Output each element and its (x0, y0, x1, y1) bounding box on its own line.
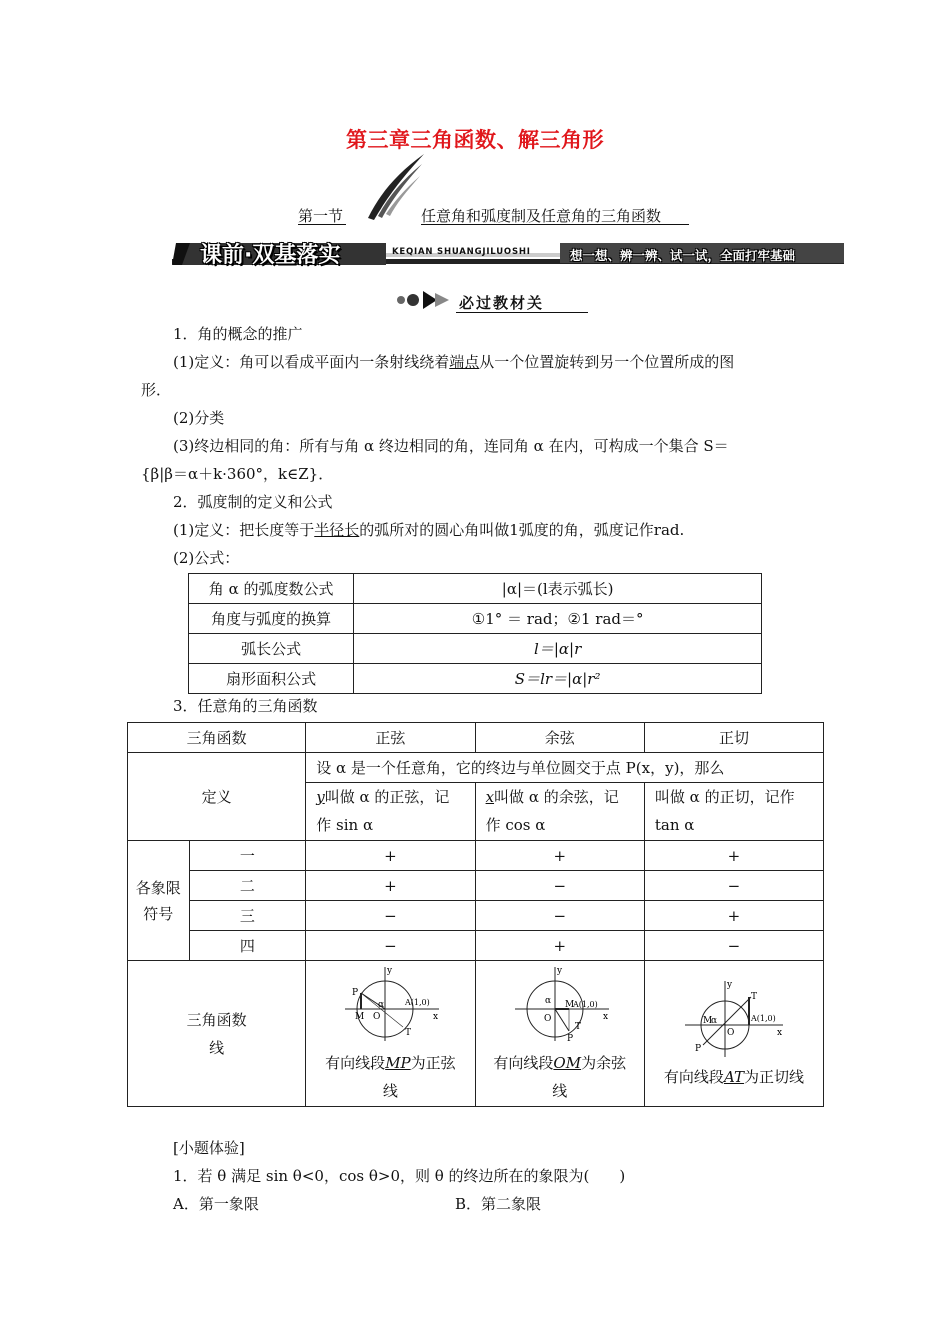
quadrant-name: 二 (189, 871, 306, 901)
fig-t-label: T (574, 1021, 581, 1032)
def-label: 定义 (128, 753, 306, 841)
sign-cell: + (644, 901, 823, 931)
line-label (128, 961, 306, 1107)
table-row (128, 841, 824, 871)
table-row (128, 871, 824, 901)
table-row (128, 901, 824, 931)
swoosh-decoration (366, 152, 426, 222)
fig-p-label: P (352, 987, 359, 998)
sign-cell: − (475, 901, 644, 931)
table-row (189, 604, 762, 634)
s1-same-terminal: (3)终边相同的角：所有与角 α 终边相同的角，连同角 α 在内，可构成一个集合 S＝ (173, 437, 729, 455)
section-number-underline (298, 224, 346, 225)
tan-def-b: tan α (654, 816, 695, 834)
banner-slogan: 想一想、辨一辨、试一试，全面打牢基础 (570, 248, 796, 263)
cos-line-cell (475, 961, 644, 1107)
cos-def-a: 叫做 α 的余弦，记 (494, 788, 619, 806)
sin-line-a: 有向线段 (325, 1053, 386, 1072)
tan-def-a: 叫做 α 的正切，记作 (654, 788, 795, 806)
tan-line-a: 有向线段 (663, 1067, 724, 1086)
fig-x-label: x (776, 1027, 783, 1038)
section-title-underline (421, 224, 689, 225)
sin-line-b: 为正弦 (410, 1053, 456, 1072)
quadrant-name: 四 (189, 931, 306, 961)
fig-o-label: O (373, 1011, 381, 1022)
sign-cell: + (306, 871, 475, 901)
fig-t-label: T (750, 991, 757, 1002)
table-row (128, 961, 824, 1107)
section-number: 第一节 (298, 207, 344, 225)
exercise-option-b: B．第二象限 (455, 1195, 542, 1213)
exercise-label: [小题体验] (173, 1139, 245, 1157)
sign-cell: − (475, 871, 644, 901)
sin-def-a: 叫做 α 的正弦，记 (324, 788, 450, 806)
tan-line-caption (645, 1063, 823, 1091)
banner-pinyin: KEQIAN SHUANGJILUOSHI (392, 247, 531, 257)
table-row (128, 753, 824, 783)
sin-def-blank: y (316, 788, 325, 806)
s2-formula-label: (2)公式： (173, 549, 240, 567)
sin-line-figure (335, 963, 445, 1045)
sin-line-c: 线 (382, 1081, 398, 1100)
tan-line-cell (644, 961, 823, 1107)
tan-line-blank: AT (723, 1067, 744, 1086)
fig-x-label: x (433, 1011, 439, 1022)
sign-cell: + (475, 841, 644, 871)
fig-x-label: x (602, 1011, 608, 1022)
s2-heading: 2．弧度制的定义和公式 (173, 493, 333, 511)
s1-def-c: 形． (141, 381, 172, 399)
cos-line-c: 线 (552, 1081, 568, 1100)
exercise-option-a: A．第一象限 (173, 1195, 259, 1213)
sign-cell: − (644, 871, 823, 901)
cos-def (475, 783, 644, 841)
cos-line-a: 有向线段 (493, 1053, 554, 1072)
fig-m-label: M (564, 999, 574, 1010)
fig-m-label: M (355, 1011, 365, 1022)
table-row (189, 664, 762, 694)
col-header: 余弦 (475, 723, 644, 753)
sign-cell: + (306, 841, 475, 871)
s1-def-blank: 端点 (449, 353, 480, 371)
fig-p-label: P (694, 1043, 702, 1054)
sin-line-caption (306, 1049, 474, 1105)
quad-label: 各象限符号 (128, 841, 190, 961)
line-label-text: 三角函数线 (186, 1010, 247, 1057)
fig-o-label: O (726, 1027, 735, 1038)
fig-t-label: T (405, 1027, 412, 1038)
section-title: 任意角和弧度制及任意角的三角函数 (421, 207, 662, 225)
cos-def-b: 作 cos α (485, 816, 546, 834)
banner-title: 课前·双基落实 (200, 243, 341, 268)
sin-def-b: 作 sin α (316, 816, 374, 834)
col-header: 正切 (644, 723, 823, 753)
formula-value: |α|＝(l表示弧长) (354, 574, 762, 604)
cos-line-b: 为余弦 (581, 1053, 627, 1072)
sin-line-blank: MP (385, 1053, 411, 1072)
fig-a-label: A(1,0) (750, 1013, 776, 1023)
fig-alpha-label: α (544, 995, 551, 1006)
table-row (128, 723, 824, 753)
fig-y-label: y (726, 979, 733, 990)
s2-def-a: (1)定义：把长度等于 (173, 521, 315, 539)
exercise-q1: 1．若 θ 满足 sin θ<0，cos θ>0，则 θ 的终边所在的象限为( ) (173, 1167, 626, 1185)
formula-name: 角度与弧度的换算 (189, 604, 354, 634)
badge-underline (456, 312, 588, 313)
trig-table (127, 722, 824, 1107)
sin-line-cell (306, 961, 475, 1107)
badge-arrow-icon (395, 289, 457, 311)
s2-def-blank: 半径长 (314, 521, 360, 539)
cos-line-blank: OM (553, 1053, 582, 1072)
cos-def-blank: x (485, 788, 495, 806)
table-row (189, 634, 762, 664)
fig-y-label: y (556, 965, 562, 976)
badge-label: 必过教材关 (459, 294, 545, 312)
chapter-title: 第三章三角函数、解三角形 (346, 127, 604, 152)
s2-definition (173, 519, 684, 540)
formula-value: S＝lr＝|α|r² (354, 664, 762, 694)
formula-name: 扇形面积公式 (189, 664, 354, 694)
s1-set: {β|β＝α＋k·360°，k∈Z}． (141, 465, 334, 483)
s1-def-b: 从一个位置旋转到另一个位置所成的图 (479, 353, 735, 371)
quadrant-name: 一 (189, 841, 306, 871)
sign-cell: − (644, 931, 823, 961)
fig-a-label: A(1,0) (405, 997, 431, 1007)
formula-name: 弧长公式 (189, 634, 354, 664)
s1-def-a: (1)定义：角可以看成平面内一条射线绕着 (173, 353, 450, 371)
quadrant-name: 三 (189, 901, 306, 931)
formula-table (188, 573, 762, 694)
cos-line-figure (505, 963, 615, 1045)
s1-heading: 1．角的概念的推广 (173, 325, 303, 343)
sin-def (306, 783, 475, 841)
fig-alpha-label: α (710, 1015, 718, 1026)
def-intro: 设 α 是一个任意角，它的终边与单位圆交于点 P(x，y)，那么 (306, 753, 824, 783)
formula-value: l＝|α|r (354, 634, 762, 664)
s2-def-b: 的弧所对的圆心角叫做1弧度的角，弧度记作rad. (359, 521, 685, 539)
col-header: 正弦 (306, 723, 475, 753)
fig-m-label: M (702, 1015, 713, 1026)
table-row (189, 574, 762, 604)
col-header: 三角函数 (128, 723, 306, 753)
sign-cell: + (475, 931, 644, 961)
formula-name: 角 α 的弧度数公式 (189, 574, 354, 604)
cos-line-caption (476, 1049, 644, 1105)
sign-cell: − (306, 931, 475, 961)
s1-classify: (2)分类 (173, 409, 225, 427)
formula-value: ①1° ＝ rad；②1 rad＝° (354, 604, 762, 634)
sign-cell: + (644, 841, 823, 871)
tan-line-b: 为正切线 (743, 1067, 804, 1086)
fig-y-label: y (387, 965, 393, 976)
tan-line-figure (679, 977, 789, 1059)
fig-p-label: P (566, 1033, 573, 1044)
tan-def (644, 783, 823, 841)
s1-definition (173, 351, 734, 372)
s3-heading: 3．任意角的三角函数 (173, 697, 318, 715)
fig-a-label: A(1,0) (572, 999, 598, 1009)
sign-cell: − (306, 901, 475, 931)
table-row (128, 931, 824, 961)
fig-alpha-label: α (378, 999, 385, 1010)
fig-o-label: O (543, 1013, 552, 1024)
